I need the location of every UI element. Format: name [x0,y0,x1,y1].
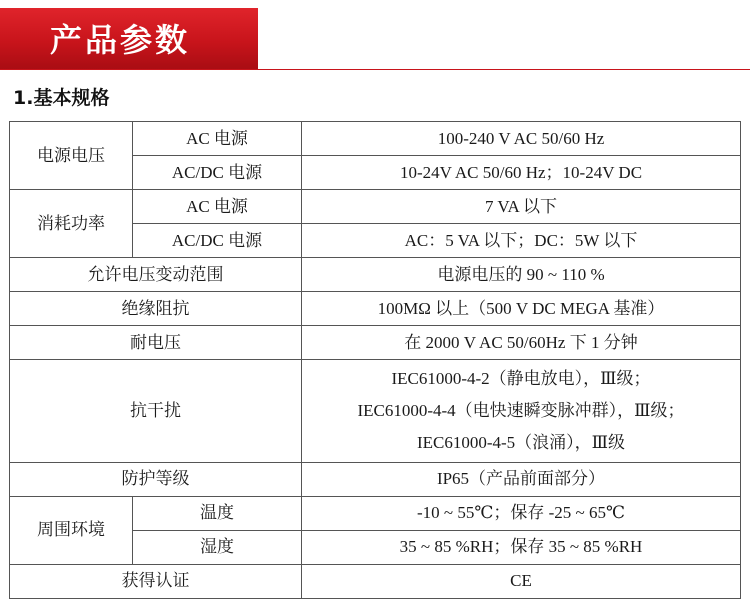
sub-label-ac: AC 电源 [133,190,302,224]
table-row [10,360,741,462]
immunity-line: IEC61000-4-5（浪涌），Ⅲ级 [416,433,626,453]
sub-label-humidity: 湿度 [133,530,302,564]
row-label-power-consumption: 消耗功率 [10,190,133,258]
table-row [10,326,741,360]
table-row [10,122,741,156]
table-row [10,564,741,598]
value-protection: IP65（产品前面部分） [302,462,741,496]
table-row [10,462,741,496]
row-label-insulation: 绝缘阻抗 [10,292,302,326]
row-label-protection: 防护等级 [10,462,302,496]
value-humidity: 35 ~ 85 %RH；保存 35 ~ 85 %RH [302,530,741,564]
spec-table [9,121,741,599]
table-row [10,258,741,292]
value-temperature: -10 ~ 55℃；保存 -25 ~ 65℃ [302,496,741,530]
sub-label-temperature: 温度 [133,496,302,530]
value-withstand: 在 2000 V AC 50/60Hz 下 1 分钟 [302,326,741,360]
value-power-ac: 7 VA 以下 [302,190,741,224]
value-certification: CE [302,564,741,598]
value-supply-acdc: 10-24V AC 50/60 Hz；10-24V DC [302,156,741,190]
immunity-line: IEC61000-4-4（电快速瞬变脉冲群），Ⅲ级； [357,401,685,421]
immunity-line: IEC61000-4-2（静电放电），Ⅲ级； [391,369,651,389]
row-label-immunity: 抗干扰 [10,360,302,462]
table-row [10,190,741,224]
row-label-voltage-range: 允许电压变动范围 [10,258,302,292]
table-row [10,496,741,530]
title-banner [0,8,258,70]
value-supply-ac: 100-240 V AC 50/60 Hz [302,122,741,156]
row-label-certification: 获得认证 [10,564,302,598]
banner-underline [0,69,750,70]
value-immunity [302,360,741,462]
row-label-withstand: 耐电压 [10,326,302,360]
value-power-acdc: AC：5 VA 以下；DC：5W 以下 [302,224,741,258]
row-label-supply-voltage: 电源电压 [10,122,133,190]
sub-label-acdc: AC/DC 电源 [133,156,302,190]
sub-label-acdc: AC/DC 电源 [133,224,302,258]
value-voltage-range: 电源电压的 90 ~ 110 % [302,258,741,292]
row-label-environment: 周围环境 [10,496,133,564]
value-insulation: 100MΩ 以上（500 V DC MEGA 基准） [302,292,741,326]
banner-title: 产品参数 [50,21,191,59]
section-heading: 1.基本规格 [13,87,110,109]
sub-label-ac: AC 电源 [133,122,302,156]
table-row [10,292,741,326]
